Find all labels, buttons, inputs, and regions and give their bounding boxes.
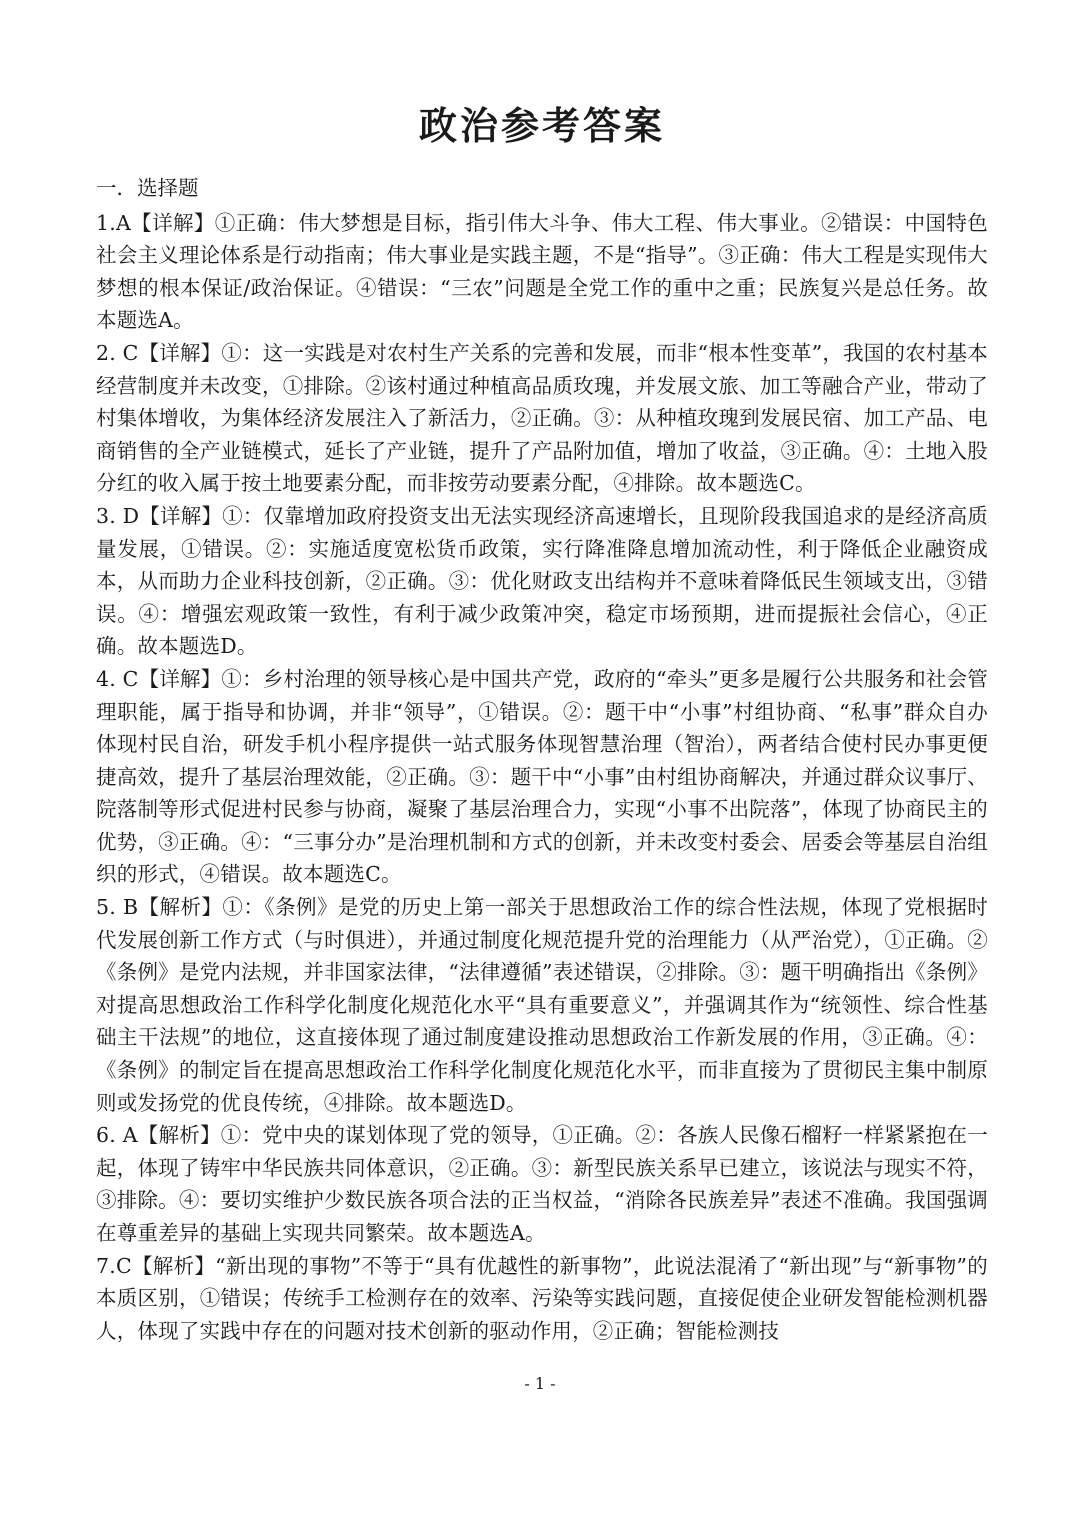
page-title: 政治参考答案 [418,103,665,148]
answer-item-2: 2. C【详解】①：这一实践是对农村生产关系的完善和发展，而非“根本性变革”，我国的农村基本经营制度并未改变，①排除。②该村通过种植高品质玫瑰，并发展文旅、加工等融合产业，带动了村集体增收，为集体经济发展注入了新活力，②正确。③：从种植玫瑰到发展民宿、加工产品、电商销售的全产业链模式，延长了产业链，提升了产品附加值，增加了收益，③正确。④：土地入股分红的收入属于按土地要素分配，而非按劳动要素分配，④排除。故本题选C。 [96,340,988,496]
answer-item-6: 6. A【解析】①：党中央的谋划体现了党的领导，①正确。②：各族人民像石榴籽一样紧紧抱在一起，体现了铸牢中华民族共同体意识，②正确。③：新型民族关系早已建立，该说法与现实不符，③排除。④：要切实维护少数民族各项合法的正当权益，“消除各民族差异”表述不准确。我国强调在尊重差异的基础上实现共同繁荣。故本题选A。 [96,1123,988,1245]
page-number: - 1 - [524,1374,556,1393]
answer-item-7: 7.C【解析】“新出现的事物”不等于“具有优越性的新事物”，此说法混淆了“新出现”与“新事物”的本质区别，①错误；传统手工检测存在的效率、污染等实践问题，直接促使企业研发智能检测机器人，体现了实践中存在的问题对技术创新的驱动作用，②正确；智能检测技 [96,1253,988,1343]
answer-list [96,207,988,1348]
answer-item-5: 5. B【解析】①：《条例》是党的历史上第一部关于思想政治工作的综合性法规，体现了党根据时代发展创新工作方式（与时俱进），并通过制度化规范提升党的治理能力（从严治党），①正确。②《条例》是党内法规，并非国家法律，“法律遵循”表述错误，②排除。③：题干明确指出《条例》对提高思想政治工作科学化制度化规范化水平“具有重要意义”，并强调其作为“统领性、综合性基础主干法规”的地位，这直接体现了通过制度建设推动思想政治工作新发展的作用，③正确。④：《条例》的制定旨在提高思想政治工作科学化制度化规范化水平，而非直接为了贯彻民主集中制原则或发扬党的优良传统，④排除。故本题选D。 [96,895,988,1115]
answer-item-1: 1.A【详解】①正确：伟大梦想是目标，指引伟大斗争、伟大工程、伟大事业。②错误：中国特色社会主义理论体系是行动指南；伟大事业是实践主题，不是“指导”。③正确：伟大工程是实现伟大梦想的根本保证/政治保证。④错误：“三农”问题是全党工作的重中之重；民族复兴是总任务。故本题选A。 [96,210,988,333]
answer-item-3: 3. D【详解】①：仅靠增加政府投资支出无法实现经济高速增长，且现阶段我国追求的是经济高质量发展，①错误。②：实施适度宽松货币政策，实行降准降息增加流动性，利于降低企业融资成本，从而助力企业科技创新，②正确。③：优化财政支出结构并不意味着降低民生领域支出，③错误。④：增强宏观政策一致性，有利于减少政策冲突，稳定市场预期，进而提振社会信心，④正确。故本题选D。 [96,503,989,659]
answer-item-4: 4. C【详解】①：乡村治理的领导核心是中国共产党，政府的“牵头”更多是履行公共服务和社会管理职能，属于指导和协调，并非“领导”，①错误。②：题干中“小事”村组协商、“私事”群众自办体现村民自治，研发手机小程序提供一站式服务体现智慧治理（智治），两者结合使村民办事更便捷高效，提升了基层治理效能，②正确。③：题干中“小事”由村组协商解决，并通过群众议事厅、院落制等形式促进村民参与协商，凝聚了基层治理合力，实现“小事不出院落”，体现了协商民主的优势，③正确。④：“三事分办”是治理机制和方式的创新，并未改变村委会、居委会等基层自治组织的形式，④错误。故本题选C。 [96,666,988,887]
section-heading: 一．选择题 [96,176,199,200]
